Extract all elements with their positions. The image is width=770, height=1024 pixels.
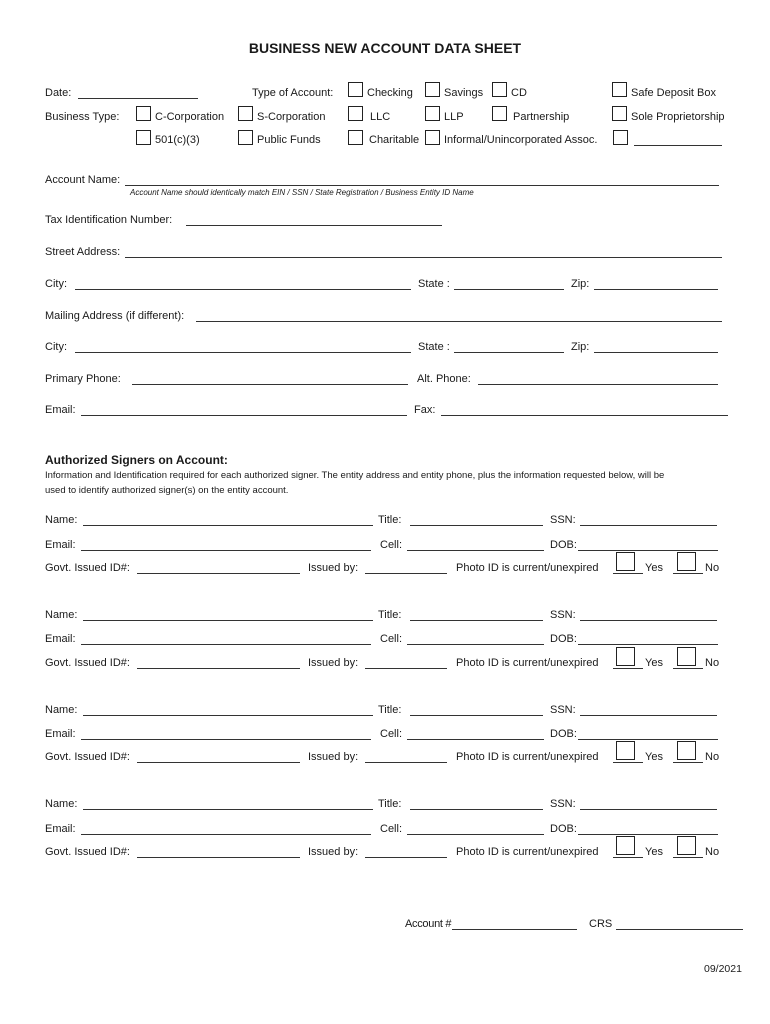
s-corporation-label: S-Corporation bbox=[257, 111, 326, 123]
signer-cell-field[interactable] bbox=[407, 739, 544, 740]
account-name-field[interactable] bbox=[125, 185, 719, 186]
signer-issued-by-label: Issued by: bbox=[308, 657, 359, 669]
mailing-address-field[interactable] bbox=[196, 321, 722, 322]
revision-date: 09/2021 bbox=[704, 963, 742, 975]
cd-checkbox[interactable] bbox=[492, 82, 507, 97]
signer-dob-field[interactable] bbox=[578, 644, 718, 645]
other-business-type-checkbox[interactable] bbox=[613, 130, 628, 145]
signer-cell-label: Cell: bbox=[380, 823, 403, 835]
signer-email-field[interactable] bbox=[81, 550, 371, 551]
cd-label: CD bbox=[511, 87, 527, 99]
signer-yes-line bbox=[613, 762, 643, 763]
zip-label: Zip: bbox=[571, 278, 590, 290]
date-field[interactable] bbox=[78, 98, 198, 99]
signer-no-line bbox=[673, 857, 703, 858]
signer-yes-checkbox[interactable] bbox=[616, 741, 635, 760]
signer-photo-id-label: Photo ID is current/unexpired bbox=[456, 846, 599, 858]
501c3-checkbox[interactable] bbox=[136, 130, 151, 145]
signer-no-label: No bbox=[705, 657, 720, 669]
mailing-address-label: Mailing Address (if different): bbox=[45, 310, 185, 322]
charitable-checkbox[interactable] bbox=[348, 130, 363, 145]
signer-dob-label: DOB: bbox=[550, 728, 577, 740]
signer-dob-label: DOB: bbox=[550, 823, 577, 835]
mailing-city-label: City: bbox=[45, 341, 67, 353]
signer-title-field[interactable] bbox=[410, 809, 543, 810]
mailing-state-field[interactable] bbox=[454, 352, 564, 353]
signer-yes-line bbox=[613, 573, 643, 574]
signer-cell-field[interactable] bbox=[407, 644, 544, 645]
signer-govt-id-field[interactable] bbox=[137, 857, 300, 858]
signer-photo-id-label: Photo ID is current/unexpired bbox=[456, 751, 599, 763]
type-of-account-label: Type of Account: bbox=[252, 87, 334, 99]
llp-label: LLP bbox=[444, 111, 464, 123]
state-field[interactable] bbox=[454, 289, 564, 290]
signer-no-line bbox=[673, 762, 703, 763]
crs-label: CRS bbox=[589, 918, 613, 930]
savings-checkbox[interactable] bbox=[425, 82, 440, 97]
c-corporation-label: C-Corporation bbox=[155, 111, 225, 123]
safe-deposit-box-checkbox[interactable] bbox=[612, 82, 627, 97]
signers-heading: Authorized Signers on Account: bbox=[45, 453, 228, 467]
account-number-field[interactable] bbox=[452, 929, 577, 930]
signer-issued-by-field[interactable] bbox=[365, 762, 447, 763]
signer-yes-label: Yes bbox=[645, 751, 663, 763]
primary-phone-field[interactable] bbox=[132, 384, 408, 385]
signer-govt-id-field[interactable] bbox=[137, 668, 300, 669]
llc-label: LLC bbox=[370, 111, 391, 123]
account-name-note: Account Name should identically match EIN / SSN / State Registration / Business Entity ID Name bbox=[130, 188, 474, 197]
sole-proprietorship-label: Sole Proprietorship bbox=[631, 111, 725, 123]
signer-name-field[interactable] bbox=[83, 809, 373, 810]
signer-govt-id-label: Govt. Issued ID#: bbox=[45, 846, 130, 858]
signer-no-checkbox[interactable] bbox=[677, 741, 696, 760]
signer-title-label: Title: bbox=[378, 798, 402, 810]
signer-govt-id-field[interactable] bbox=[137, 762, 300, 763]
checking-checkbox[interactable] bbox=[348, 82, 363, 97]
signers-description-line-1: Information and Identification required for each authorized signer. The entity address and entity phone, plus the information requested below, will be bbox=[45, 470, 665, 481]
signer-ssn-field[interactable] bbox=[580, 809, 717, 810]
public-funds-label: Public Funds bbox=[257, 134, 321, 146]
signer-name-label: Name: bbox=[45, 514, 78, 526]
mailing-state-label: State : bbox=[418, 341, 450, 353]
signer-email-label: Email: bbox=[45, 823, 76, 835]
signer-yes-checkbox[interactable] bbox=[616, 836, 635, 855]
signer-cell-label: Cell: bbox=[380, 728, 403, 740]
signer-no-line bbox=[673, 668, 703, 669]
signer-ssn-label: SSN: bbox=[550, 704, 576, 716]
business-type-label: Business Type: bbox=[45, 111, 120, 123]
signer-yes-checkbox[interactable] bbox=[616, 647, 635, 666]
signer-name-label: Name: bbox=[45, 609, 78, 621]
informal-label: Informal/Unincorporated Assoc. bbox=[444, 134, 598, 146]
signer-issued-by-label: Issued by: bbox=[308, 846, 359, 858]
signer-govt-id-label: Govt. Issued ID#: bbox=[45, 751, 130, 763]
signer-cell-label: Cell: bbox=[380, 539, 403, 551]
signer-issued-by-label: Issued by: bbox=[308, 562, 359, 574]
signer-name-field[interactable] bbox=[83, 525, 373, 526]
signer-dob-label: DOB: bbox=[550, 539, 577, 551]
signer-name-label: Name: bbox=[45, 704, 78, 716]
signer-yes-label: Yes bbox=[645, 846, 663, 858]
signer-cell-field[interactable] bbox=[407, 834, 544, 835]
fax-label: Fax: bbox=[414, 404, 436, 416]
signer-no-checkbox[interactable] bbox=[677, 836, 696, 855]
signer-yes-label: Yes bbox=[645, 657, 663, 669]
street-address-label: Street Address: bbox=[45, 246, 121, 258]
primary-phone-label: Primary Phone: bbox=[45, 373, 121, 385]
signer-no-line bbox=[673, 573, 703, 574]
mailing-zip-field[interactable] bbox=[594, 352, 718, 353]
c-corporation-checkbox[interactable] bbox=[136, 106, 151, 121]
signer-ssn-field[interactable] bbox=[580, 620, 717, 621]
llp-checkbox[interactable] bbox=[425, 106, 440, 121]
signer-ssn-field[interactable] bbox=[580, 525, 717, 526]
other-business-type-field[interactable] bbox=[634, 145, 722, 146]
city-field[interactable] bbox=[75, 289, 411, 290]
signers-description-line-2: used to identify authorized signer(s) on the entity account. bbox=[45, 485, 289, 496]
alt-phone-label: Alt. Phone: bbox=[417, 373, 471, 385]
signer-email-label: Email: bbox=[45, 728, 76, 740]
date-label: Date: bbox=[45, 87, 72, 99]
signer-no-label: No bbox=[705, 562, 720, 574]
signer-name-label: Name: bbox=[45, 798, 78, 810]
signer-govt-id-label: Govt. Issued ID#: bbox=[45, 657, 130, 669]
fax-field[interactable] bbox=[441, 415, 728, 416]
signer-issued-by-label: Issued by: bbox=[308, 751, 359, 763]
alt-phone-field[interactable] bbox=[478, 384, 718, 385]
tin-field[interactable] bbox=[186, 225, 442, 226]
sole-proprietorship-checkbox[interactable] bbox=[612, 106, 627, 121]
crs-field[interactable] bbox=[616, 929, 743, 930]
mailing-city-field[interactable] bbox=[75, 352, 411, 353]
signer-email-field[interactable] bbox=[81, 644, 371, 645]
account-name-label: Account Name: bbox=[45, 174, 121, 186]
signer-email-label: Email: bbox=[45, 539, 76, 551]
signer-email-field[interactable] bbox=[81, 834, 371, 835]
signer-email-label: Email: bbox=[45, 633, 76, 645]
charitable-label: Charitable bbox=[369, 134, 420, 146]
signer-no-label: No bbox=[705, 751, 720, 763]
signer-title-field[interactable] bbox=[410, 620, 543, 621]
signer-title-label: Title: bbox=[378, 609, 402, 621]
signer-photo-id-label: Photo ID is current/unexpired bbox=[456, 562, 599, 574]
signer-cell-field[interactable] bbox=[407, 550, 544, 551]
signer-issued-by-field[interactable] bbox=[365, 668, 447, 669]
email-label: Email: bbox=[45, 404, 76, 416]
signer-yes-line bbox=[613, 857, 643, 858]
llc-checkbox[interactable] bbox=[348, 106, 363, 121]
signer-email-field[interactable] bbox=[81, 739, 371, 740]
signer-no-label: No bbox=[705, 846, 720, 858]
informal-checkbox[interactable] bbox=[425, 130, 440, 145]
signer-ssn-label: SSN: bbox=[550, 609, 576, 621]
city-label: City: bbox=[45, 278, 67, 290]
signer-issued-by-field[interactable] bbox=[365, 857, 447, 858]
signer-title-label: Title: bbox=[378, 514, 402, 526]
street-address-field[interactable] bbox=[125, 257, 722, 258]
signer-title-label: Title: bbox=[378, 704, 402, 716]
signer-govt-id-label: Govt. Issued ID#: bbox=[45, 562, 130, 574]
zip-field[interactable] bbox=[594, 289, 718, 290]
signer-dob-label: DOB: bbox=[550, 633, 577, 645]
signer-no-checkbox[interactable] bbox=[677, 647, 696, 666]
signer-yes-label: Yes bbox=[645, 562, 663, 574]
partnership-label: Partnership bbox=[513, 111, 570, 123]
signer-yes-line bbox=[613, 668, 643, 669]
partnership-checkbox[interactable] bbox=[492, 106, 507, 121]
signer-name-field[interactable] bbox=[83, 715, 373, 716]
501c3-label: 501(c)(3) bbox=[155, 134, 200, 146]
signer-dob-field[interactable] bbox=[578, 834, 718, 835]
signer-ssn-field[interactable] bbox=[580, 715, 717, 716]
signer-ssn-label: SSN: bbox=[550, 514, 576, 526]
signer-cell-label: Cell: bbox=[380, 633, 403, 645]
state-label: State : bbox=[418, 278, 450, 290]
checking-label: Checking bbox=[367, 87, 413, 99]
mailing-zip-label: Zip: bbox=[571, 341, 590, 353]
email-field[interactable] bbox=[81, 415, 407, 416]
safe-deposit-box-label: Safe Deposit Box bbox=[631, 87, 716, 99]
signer-govt-id-field[interactable] bbox=[137, 573, 300, 574]
savings-label: Savings bbox=[444, 87, 484, 99]
tin-label: Tax Identification Number: bbox=[45, 214, 173, 226]
s-corporation-checkbox[interactable] bbox=[238, 106, 253, 121]
signer-no-checkbox[interactable] bbox=[677, 552, 696, 571]
signer-issued-by-field[interactable] bbox=[365, 573, 447, 574]
page-title: BUSINESS NEW ACCOUNT DATA SHEET bbox=[248, 40, 522, 56]
signer-title-field[interactable] bbox=[410, 525, 543, 526]
account-number-label: Account # bbox=[405, 918, 452, 930]
signer-yes-checkbox[interactable] bbox=[616, 552, 635, 571]
signer-dob-field[interactable] bbox=[578, 550, 718, 551]
signer-photo-id-label: Photo ID is current/unexpired bbox=[456, 657, 599, 669]
signer-ssn-label: SSN: bbox=[550, 798, 576, 810]
signer-name-field[interactable] bbox=[83, 620, 373, 621]
signer-title-field[interactable] bbox=[410, 715, 543, 716]
public-funds-checkbox[interactable] bbox=[238, 130, 253, 145]
signer-dob-field[interactable] bbox=[578, 739, 718, 740]
